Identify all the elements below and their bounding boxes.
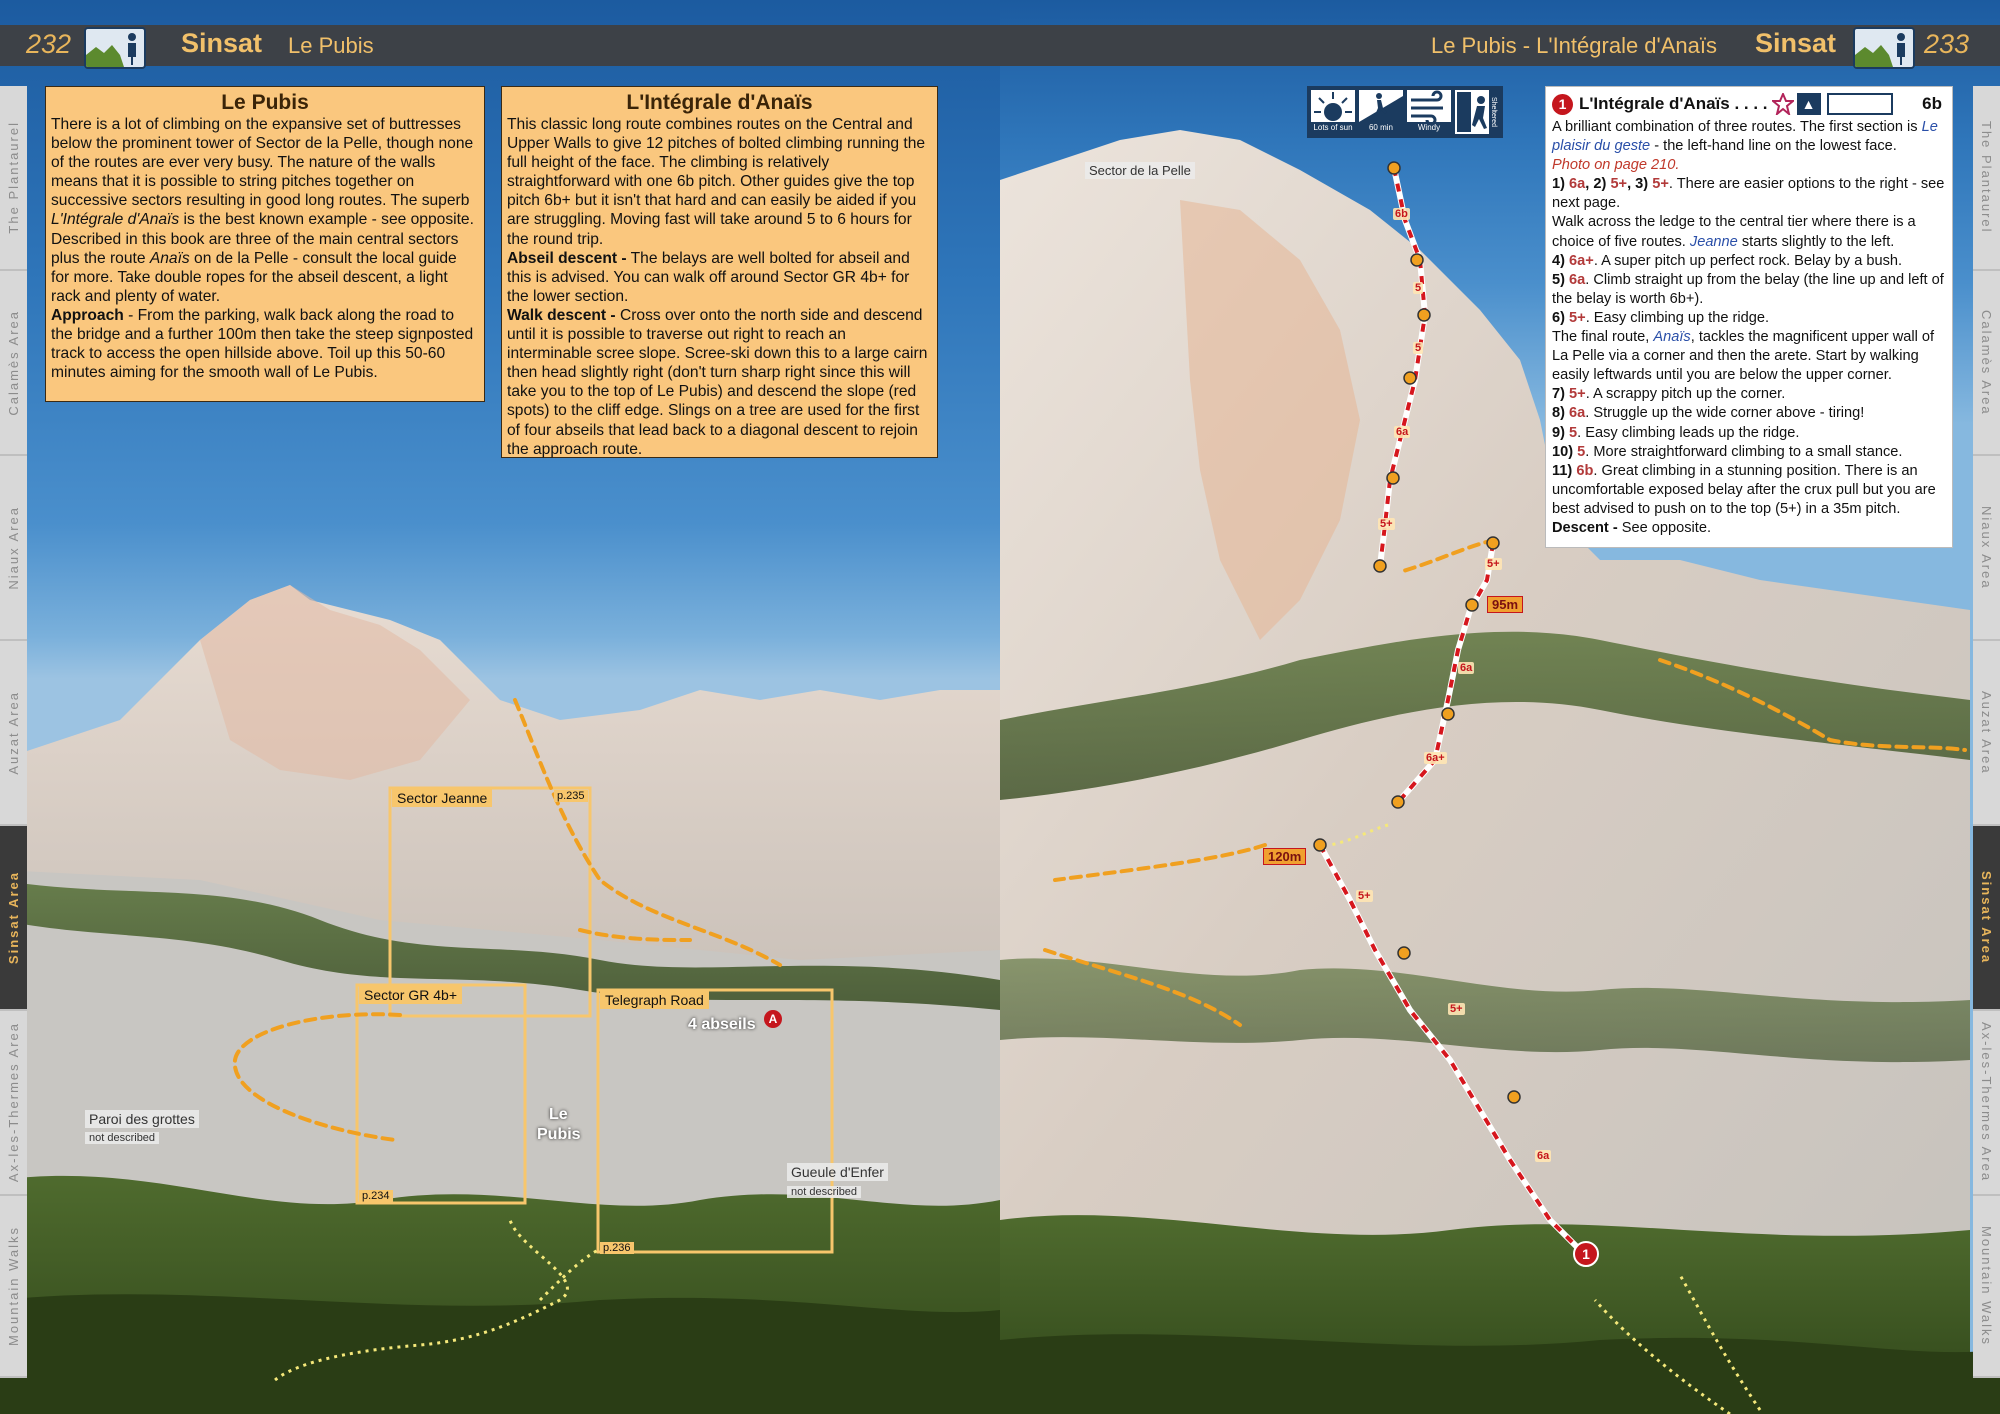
route-grade: 6b <box>1922 94 1942 114</box>
sector-gr-page-ref[interactable]: p.234 <box>359 1190 393 1202</box>
pitch-grade-label: 6a <box>1396 426 1409 438</box>
tab-ax-les-thermes[interactable]: Ax-les-Thermes Area <box>1973 1011 2000 1196</box>
gueule-not-described: not described <box>787 1186 861 1198</box>
pitch-9: 9) 5. Easy climbing leads up the ridge. <box>1552 424 1800 441</box>
route-photo-ref: Photo on page 210. <box>1552 157 1680 174</box>
tab-ax-les-thermes[interactable]: Ax-les-Thermes Area <box>0 1011 27 1196</box>
route-name: L'Intégrale d'Anaïs . . . . <box>1579 94 1768 114</box>
tab-sinsat[interactable]: Sinsat Area <box>0 826 27 1011</box>
tab-sinsat[interactable]: Sinsat Area <box>1973 826 2000 1011</box>
tab-niaux[interactable]: Niaux Area <box>1973 456 2000 641</box>
telegraph-road-label: Telegraph Road <box>600 991 709 1009</box>
distance-95m: 95m <box>1487 596 1523 613</box>
integrale-abseil: Abseil descent - The belays are well bolted for abseil and this is advised. You can walk off around Sector GR 4b+ for the lower section. <box>507 249 910 305</box>
left-section-tabs <box>0 86 27 1378</box>
telegraph-road-page-ref[interactable]: p.236 <box>600 1242 634 1254</box>
right-section-tabs <box>1973 86 2000 1378</box>
tab-auzat[interactable]: Auzat Area <box>1973 641 2000 826</box>
pitch-5: 5) 6a. Climb straight up from the belay (the line up and left of the belay is worth 6b+). <box>1552 271 1944 307</box>
route-description-box <box>1545 86 1953 548</box>
crag-climber-icon <box>1853 27 1915 69</box>
tab-calames[interactable]: Calamès Area <box>1973 271 2000 456</box>
sector-gr-label: Sector GR 4b+ <box>359 986 462 1004</box>
left-area-title: Sinsat <box>181 28 263 58</box>
paroi-not-described: not described <box>85 1132 159 1144</box>
sector-de-la-pelle-label: Sector de la Pelle <box>1085 162 1195 179</box>
le-pubis-para-1: There is a lot of climbing on the expansive set of buttresses below the prominent tower of Sector de la Pelle, though none of the routes are ever very busy. The nature of the walls means that it is possible to string pitches together on successive sectors resulting in good long routes. The superb L'Intégrale d'Anaïs is the best known example - see opposite. <box>51 116 474 229</box>
right-page-number: 233 <box>1924 29 1970 59</box>
tab-plantaurel[interactable]: The Plantaurel <box>0 86 27 271</box>
pitch-4: 4) 6a+. A super pitch up perfect rock. Belay by a bush. <box>1552 252 1903 269</box>
left-sector-title: Le Pubis <box>288 33 374 58</box>
pitch-11: 11) 6b. Great climbing in a stunning position. There is an uncomfortable exposed belay after the crux pull but you are best advised to push on to the top (5+) in a 35m pitch. <box>1552 462 1936 517</box>
tick-box[interactable] <box>1827 93 1893 115</box>
left-page-header <box>0 25 1000 66</box>
pitch-grade-label: 5+ <box>1358 890 1371 902</box>
pitch-7: 7) 5+. A scrappy pitch up the corner. <box>1552 386 1786 403</box>
conditions-icons <box>1307 86 1503 138</box>
right-page-header <box>1000 25 2000 66</box>
tab-calames[interactable]: Calamès Area <box>0 271 27 456</box>
integrale-info-box <box>501 86 938 458</box>
pitch-grade-label: 6a+ <box>1426 752 1445 764</box>
le-pubis-label-line-1: Le <box>549 1106 568 1123</box>
abseils-label: 4 abseils <box>688 1016 756 1033</box>
le-pubis-approach: Approach - From the parking, walk back along the road to the bridge and a further 100m then take the steep signposted track to access the open hillside above. Toil up this 50-60 minutes aiming for the smooth wall of Le Pubis. <box>51 306 474 382</box>
integrale-heading: L'Intégrale d'Anaïs <box>626 91 813 114</box>
pitch-grade-label: 6a <box>1460 662 1473 674</box>
gueule-denfer-label: Gueule d'Enfer <box>787 1163 888 1181</box>
le-pubis-info-box <box>45 86 485 402</box>
left-page-number: 232 <box>26 29 72 59</box>
three-star-icon <box>1772 93 1794 115</box>
route-intro: A brilliant combination of three routes. The first section is Le plaisir du geste - the left-hand line on the lowest face. <box>1552 119 1938 155</box>
tab-plantaurel[interactable]: The Plantaurel <box>1973 86 2000 271</box>
paroi-des-grottes-label: Paroi des grottes <box>85 1110 199 1128</box>
pitch-grade-label: 5 <box>1415 282 1422 294</box>
steep-icon: ▲ <box>1797 93 1821 115</box>
right-sector-title: Le Pubis - L'Intégrale d'Anaïs <box>1430 33 1717 58</box>
pitch-10: 10) 5. More straightforward climbing to a small stance. <box>1552 443 1903 460</box>
pitch-grade-label: 5+ <box>1380 518 1393 530</box>
pitch-1-3: 1) 6a, 2) 5+, 3) 5+. There are easier options to the right - see next page. <box>1552 176 1945 212</box>
tab-niaux[interactable]: Niaux Area <box>0 456 27 641</box>
pitch-8: 8) 6a. Struggle up the wide corner above - tiring! <box>1552 405 1865 422</box>
pitch-grade-label: 6a <box>1537 1150 1550 1162</box>
climber-icon: Sheltered <box>1454 89 1500 135</box>
distance-120m: 120m <box>1263 848 1306 865</box>
right-area-title: Sinsat <box>1754 28 1836 58</box>
svg-text:1: 1 <box>1582 1246 1590 1262</box>
integrale-para-1: This classic long route combines routes on the Central and Upper Walls to give 12 pitches of bolted climbing running the full height of the face. The climbing is relatively straightforward with one 6b pitch. Other guides give the top pitch 6b+ but it isn't that hard and can easily be aided if you are struggling. Moving fast will take around 5 to 6 hours for the round trip. <box>507 116 926 248</box>
central-tier-note: Walk across the ledge to the central tier where there is a choice of five routes. Jeanne starts slightly to the left. <box>1552 214 1916 250</box>
tab-mountain-walks[interactable]: Mountain Walks <box>0 1196 27 1378</box>
tab-mountain-walks[interactable]: Mountain Walks <box>1973 1196 2000 1378</box>
pitch-grade-label: 6b <box>1395 208 1408 220</box>
sector-jeanne-page-ref[interactable]: p.235 <box>554 790 588 802</box>
route-title-row <box>1552 92 1946 116</box>
tab-auzat[interactable]: Auzat Area <box>0 641 27 826</box>
sun-icon: Lots of sun <box>1310 89 1356 135</box>
le-pubis-label-line-2: Pubis <box>537 1126 581 1143</box>
wind-icon: Windy <box>1406 89 1452 135</box>
final-route-note: The final route, Anaïs, tackles the magnificent upper wall of La Pelle via a corner and then the arete. Start by walking easily leftwards until you are below the upper corner. <box>1552 329 1935 384</box>
pitch-grade-label: 5+ <box>1450 1003 1463 1015</box>
pitch-6: 6) 5+. Easy climbing up the ridge. <box>1552 309 1770 326</box>
sector-jeanne-label: Sector Jeanne <box>392 789 492 807</box>
le-pubis-heading: Le Pubis <box>221 91 309 114</box>
crag-climber-icon <box>84 27 146 69</box>
integrale-walk: Walk descent - Cross over onto the north side and descend until it is possible to traverse out right to reach an interminable scree slope. Scree-ski down this to a large cairn then head slightly right (don't turn sharp right since this will take you to the top of Le Pubis) and descend the slope (red spots) to the cliff edge. Slings on a tree are used for the first of four abseils that lead back to a diagonal descent to rejoin the approach route. <box>507 306 928 458</box>
walker-icon: 60 min <box>1358 89 1404 135</box>
pitch-grade-label: 5+ <box>1487 558 1500 570</box>
le-pubis-para-2: Described in this book are three of the main central sectors plus the route Anaïs on de la Pelle - consult the local guide for more. Take double ropes for the abseil descent, a light rack and plenty of water. <box>51 230 459 305</box>
pitch-grade-label: 5 <box>1415 342 1422 354</box>
route-number-badge: 1 <box>1552 94 1573 115</box>
route-descent: Descent - See opposite. <box>1552 519 1712 536</box>
abseil-marker-icon: A <box>764 1010 782 1028</box>
